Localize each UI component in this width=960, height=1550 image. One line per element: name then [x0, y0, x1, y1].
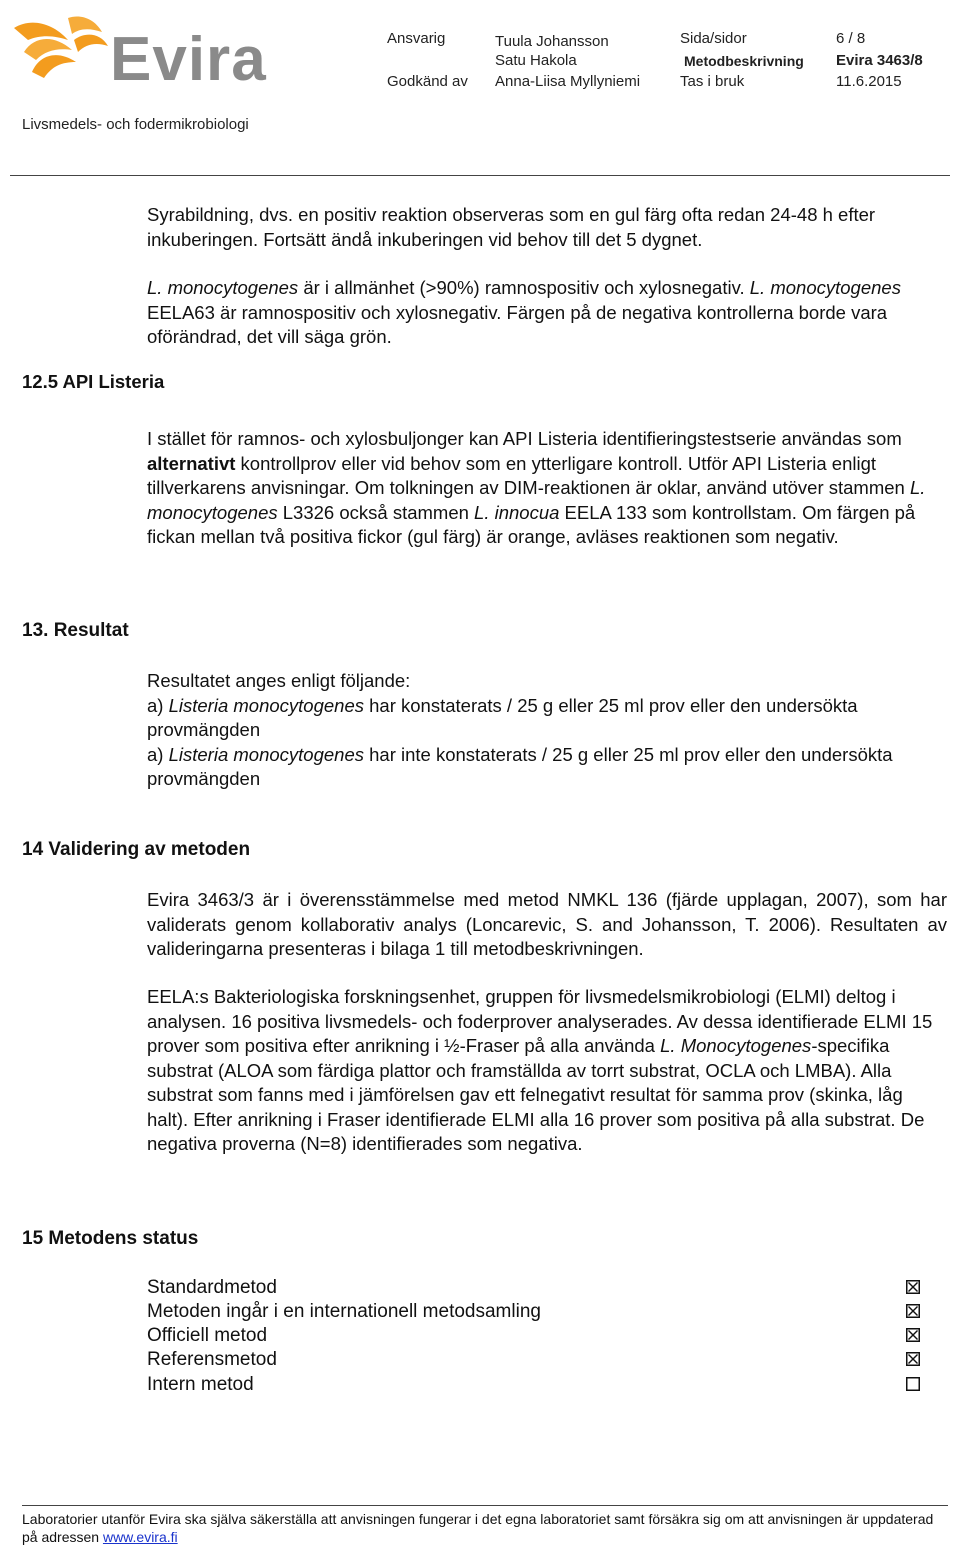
section-heading-15: 15 Metodens status — [22, 1228, 199, 1249]
sida-label: Sida/sidor — [680, 30, 747, 47]
status-label: Referensmetod — [147, 1349, 277, 1370]
species-name: L. Monocytogenes — [660, 1035, 812, 1056]
checked-box-icon[interactable] — [906, 1304, 920, 1318]
status-row-officiell — [147, 1324, 920, 1348]
header-rule — [10, 175, 950, 176]
ansvarig-label: Ansvarig — [387, 30, 446, 47]
species-name: L. monocytogenes — [147, 477, 926, 523]
api-text-3: L3326 också stammen — [277, 501, 475, 523]
api-text-bold: alternativt — [147, 452, 236, 474]
checked-box-icon[interactable] — [906, 1328, 920, 1342]
status-row-referensmetod — [147, 1348, 920, 1372]
resultat-intro: Resultatet anges enligt följande: — [147, 670, 411, 691]
intro-text-2b: EELA63 är ramnospositiv och xylosnegativ. Färgen på de negativa kontrollerna borde vara oförändrad, det vill säga grön. — [147, 301, 888, 347]
species-name: Listeria monocytogenes — [168, 694, 364, 716]
item-prefix: a) — [147, 694, 169, 716]
checked-box-icon[interactable] — [906, 1352, 920, 1366]
api-text-2: kontrollprov eller vid behov som en ytterligare kontroll. Utför API Listeria enligt tillverkarens anvisningar. Om tolkningen av DIM-reaktionen är oklar, använd utöver stammen — [147, 452, 910, 498]
footer-link[interactable]: www.evira.fi — [102, 1529, 178, 1545]
footer-text: Laboratorier utanför Evira ska själva säkerställa att anvisningen fungerar i det egna laboratoriet samt försäkra sig om att anvisningen är uppdaterad på adressen — [22, 1511, 934, 1545]
api-text-4: EELA 133 som kontrollstam. Om färgen på fickan mellan två positiva fickor (gul färg) är orange, avläses reaktionen som negativ. — [147, 501, 916, 547]
resultat-item-a2 — [147, 743, 907, 792]
evira-logo — [10, 10, 265, 95]
ansvarig-name-1: Tuula Johansson — [495, 33, 609, 50]
footer-rule — [22, 1505, 948, 1506]
validering-text-1: Evira 3463/3 är i överensstämmelse med metod NMKL 136 (fjärde upplagan, 2007), som har validerats genom kollaborativ analys (Loncarevic, S. and Johansson, T. 2006). Resultaten av valideringarna presenteras i bilaga 1 till metodbeskrivningen. — [147, 889, 947, 959]
species-name: L. innocua — [474, 501, 560, 523]
item-prefix: a) — [147, 743, 169, 765]
godkand-value: Anna-Liisa Myllyniemi — [495, 73, 641, 90]
tas-i-bruk-label: Tas i bruk — [680, 73, 745, 90]
department: Livsmedels- och fodermikrobiologi — [22, 116, 249, 133]
intro-text-2a: är i allmänhet (>90%) ramnospositiv och xylosnegativ. — [298, 277, 750, 298]
item-text: har konstaterats / 25 g eller 25 ml prov eller den undersökta provmängden — [147, 694, 858, 740]
species-name: L. monocytogenes — [749, 277, 901, 298]
footer-note — [22, 1510, 952, 1546]
status-label: Intern metod — [147, 1374, 254, 1395]
status-row-intern — [147, 1373, 920, 1397]
validering-paragraph-1 — [147, 888, 947, 962]
validering-paragraph-2 — [147, 985, 947, 1157]
checked-box-icon[interactable] — [906, 1280, 920, 1294]
intro-paragraph-2 — [147, 276, 937, 350]
species-name: L. monocytogenes — [147, 277, 299, 298]
api-text-1: I stället för ramnos- och xylosbuljonger kan API Listeria identifieringstestserie användas som — [147, 428, 902, 449]
species-name: Listeria monocytogenes — [168, 743, 364, 765]
intro-paragraph-1 — [147, 203, 937, 252]
status-label: Metoden ingår i en internationell metodsamling — [147, 1301, 541, 1322]
item-text: har inte konstaterats / 25 g eller 25 ml prov eller den undersökta provmängden — [147, 743, 893, 789]
resultat-item-a1 — [147, 694, 907, 743]
ansvarig-name-2: Satu Hakola — [495, 52, 577, 69]
doc-id: Evira 3463/8 — [836, 52, 923, 69]
section-heading-14: 14 Validering av metoden — [22, 839, 251, 860]
status-label: Standardmetod — [147, 1277, 277, 1298]
status-row-standardmetod — [147, 1276, 920, 1300]
resultat-paragraph — [147, 669, 907, 792]
status-label: Officiell metod — [147, 1325, 268, 1346]
section-heading-12-5: 12.5 API Listeria — [22, 371, 165, 392]
api-listeria-paragraph — [147, 427, 952, 550]
godkand-label: Godkänd av — [387, 73, 468, 90]
sida-value: 6 / 8 — [836, 30, 866, 47]
validering-text-2a: EELA:s Bakteriologiska forskningsenhet, gruppen för livsmedelsmikrobiologi (ELMI) deltog i analysen. 16 positiva livsmedels- och foderprover analyserades. Av dessa identifierade ELMI 15 prover som positiva efter anrikning i ½-Fraser på alla använda — [147, 986, 933, 1056]
validering-text-2b: -specifika substrat (ALOA som färdiga plattor och framställda av torrt substrat, OCLA och LMBA). Alla substrat som fanns med i jämförelsen gav ett felnegativt resultat för samma prov (skinka, låg halt). Efter anrikning i Fraser identifierade ELMI alla 16 prover som positiva på alla substrat. De negativa proverna (N=8) identifierades som negativa. — [147, 1035, 925, 1154]
section-heading-13: 13. Resultat — [22, 620, 129, 641]
doc-type: Metodbeskrivning — [684, 53, 804, 69]
logo-text: Evira — [110, 25, 267, 94]
tas-i-bruk-value: 11.6.2015 — [836, 73, 902, 90]
intro-text-1: Syrabildning, dvs. en positiv reaktion observeras som en gul färg ofta redan 24-48 h efter inkuberingen. Fortsätt ändå inkuberingen vid behov till det 5 dygnet. — [147, 204, 876, 250]
status-row-internationell — [147, 1300, 920, 1324]
unchecked-box-icon[interactable] — [906, 1377, 920, 1391]
